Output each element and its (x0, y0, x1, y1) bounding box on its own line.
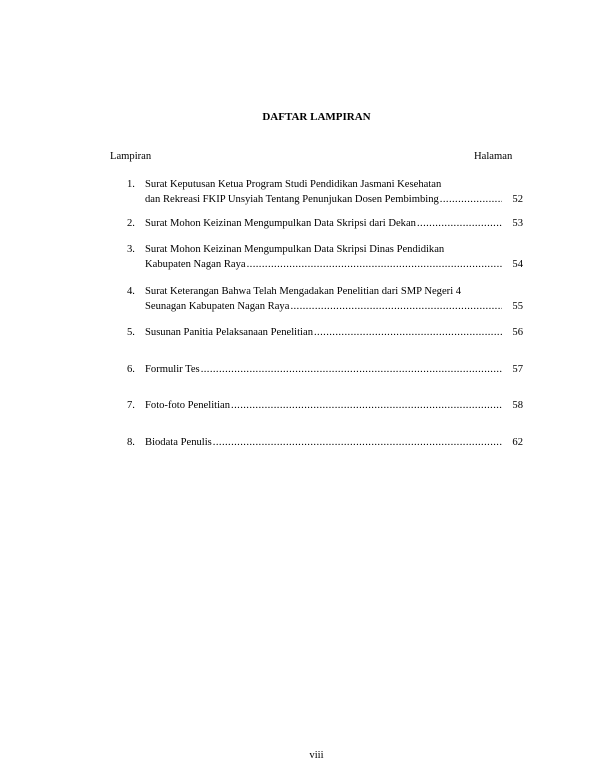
list-item-page: 55 (512, 301, 523, 312)
list-item-body (145, 436, 523, 451)
list-item-line (145, 178, 523, 193)
column-header-halaman: Halaman (474, 151, 513, 162)
list-item-page: 54 (512, 259, 523, 270)
dot-leader (231, 399, 502, 413)
list-item-title-continued: Seunagan Kabupaten Nagan Raya (145, 301, 290, 312)
dot-leader (213, 436, 502, 450)
list-item-line (145, 326, 523, 341)
list-item-number: 7. (127, 400, 135, 411)
page-number: viii (309, 750, 324, 761)
list-item-number: 3. (127, 244, 135, 255)
list-item-line (145, 436, 523, 451)
list-item-title: Surat Keterangan Bahwa Telah Mengadakan Penelitian dari SMP Negeri 4 (145, 286, 462, 297)
dot-leader (314, 326, 502, 340)
list-item-body (145, 243, 523, 273)
list-item-title: Surat Mohon Keizinan Mengumpulkan Data Skripsi Dinas Pendidikan (145, 244, 445, 255)
list-item-title: Susunan Panitia Pelaksanaan Penelitian (145, 327, 313, 338)
list-item-number: 1. (127, 179, 135, 190)
list-item-page: 62 (512, 437, 523, 448)
dot-leader (290, 300, 502, 314)
list-item-body (145, 178, 523, 208)
list-item-title: Surat Keputusan Ketua Program Studi Pendidikan Jasmani Kesehatan (145, 179, 442, 190)
list-item-number: 5. (127, 327, 135, 338)
list-item-body (145, 363, 523, 378)
list-item-number: 4. (127, 286, 135, 297)
dot-leader (247, 258, 502, 272)
list-item-page: 58 (512, 400, 523, 411)
list-item-line (145, 399, 523, 414)
list-item-line (145, 363, 523, 378)
list-item-line (145, 217, 523, 232)
list-item-body (145, 399, 523, 414)
list-item-title: Foto-foto Penelitian (145, 400, 231, 411)
dot-leader (417, 217, 502, 231)
list-item-title-continued: dan Rekreasi FKIP Unsyiah Tentang Penunjukan Dosen Pembimbing (145, 194, 439, 205)
list-item-line (145, 300, 523, 315)
list-item-line (145, 285, 523, 300)
list-item-title: Surat Mohon Keizinan Mengumpulkan Data Skripsi dari Dekan (145, 218, 416, 229)
list-item-line (145, 258, 523, 273)
list-item-number: 2. (127, 218, 135, 229)
list-item-title: Biodata Penulis (145, 437, 212, 448)
list-item-line (145, 193, 523, 208)
list-item-title-continued: Kabupaten Nagan Raya (145, 259, 246, 270)
list-item-page: 53 (512, 218, 523, 229)
list-item-body (145, 326, 523, 341)
list-item-body (145, 285, 523, 315)
column-header-lampiran: Lampiran (110, 151, 152, 162)
dot-leader (440, 193, 502, 207)
list-item-title: Formulir Tes (145, 364, 200, 375)
list-item-number: 6. (127, 364, 135, 375)
dot-leader (201, 363, 502, 377)
page-title: DAFTAR LAMPIRAN (262, 111, 371, 123)
list-item-number: 8. (127, 437, 135, 448)
list-item-line (145, 243, 523, 258)
list-item-body (145, 217, 523, 232)
list-item-page: 52 (512, 194, 523, 205)
list-item-page: 56 (512, 327, 523, 338)
list-item-page: 57 (512, 364, 523, 375)
